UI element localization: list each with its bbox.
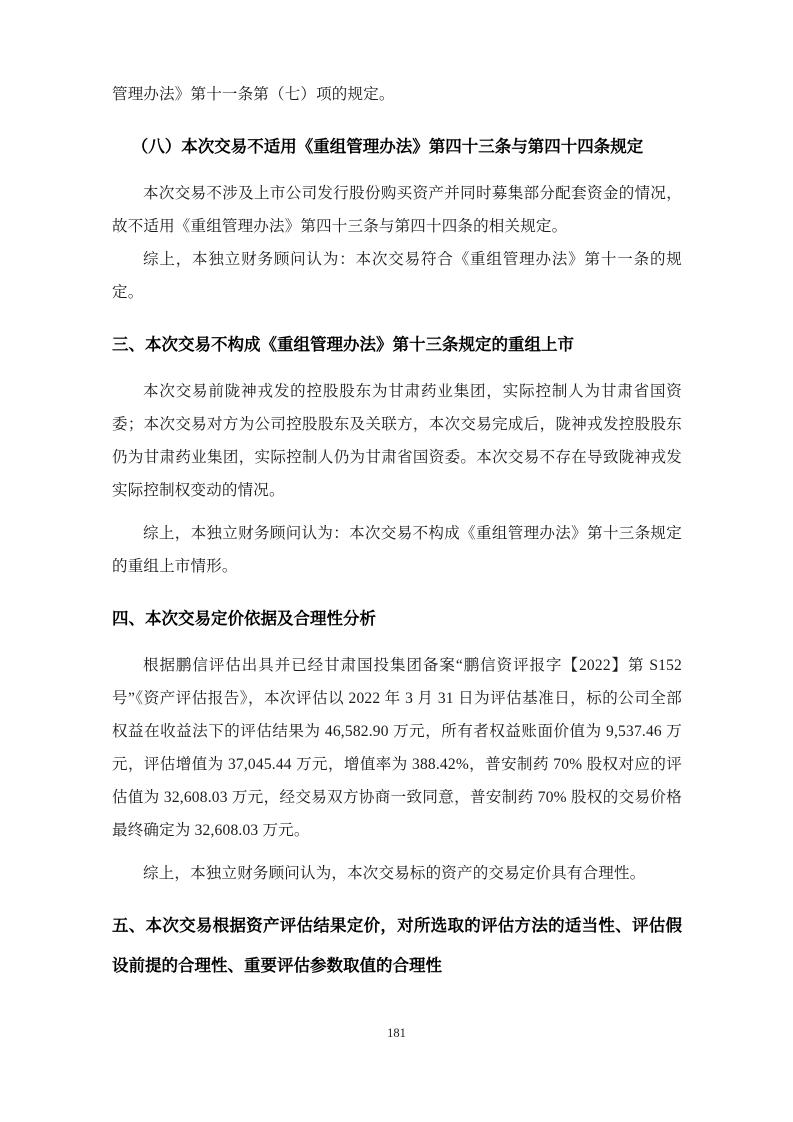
paragraph-conclusion: 综上，本独立财务顾问认为：本次交易符合《重组管理办法》第十一条的规定。 xyxy=(112,251,682,301)
paragraph-conclusion: 综上，本独立财务顾问认为，本次交易标的资产的交易定价具有合理性。 xyxy=(143,865,646,882)
heading-section-3: 三、本次交易不构成《重组管理办法》第十三条规定的重组上市 xyxy=(112,335,574,354)
paragraph-conclusion: 综上，本独立财务顾问认为：本次交易不构成《重组管理办法》第十三条规定的重组上市情形。 xyxy=(112,525,682,575)
page-number: 181 xyxy=(387,1026,406,1040)
paragraph-body: 本次交易不涉及上市公司发行股份购买资产并同时募集部分配套资金的情况，故不适用《重组管理办法》第四十三条与第四十四条的相关规定。 xyxy=(112,185,682,235)
spacer xyxy=(112,167,682,177)
document-body xyxy=(112,78,682,986)
spacer xyxy=(112,507,682,517)
spacer xyxy=(112,639,682,649)
spacer xyxy=(112,583,682,599)
spacer xyxy=(112,890,682,906)
paragraph-body: 本次交易前陇神戎发的控股股东为甘肃药业集团，实际控制人为甘肃省国资委；本次交易对方为公司控股股东及关联方，本次交易完成后，陇神戎发控股股东仍为甘肃药业集团，实际控制人仍为甘肃省国资委。本次交易不存在导致陇神戎发实际控制权变动的情况。 xyxy=(112,383,682,499)
heading-section-8: （八）本次交易不适用《重组管理办法》第四十三条与第四十四条规定 xyxy=(131,137,644,156)
paragraph-valuation: 根据鹏信评估出具并已经甘肃国投集团备案“鹏信资评报字【2022】第 S152 号”《资产评估报告》，本次评估以 2022 年 3 月 31 日为评估基准日，标的公司全部权益在收益法下的评估结果为 46,582.90 万元，所有者权益账面价值为 9,537.46 万元，评估增值为 37,045.44 万元，增值率为 388.42%，普安制药 70% 股权对应的评估值为 32,608.03 万元，经交易双方协商一致同意，普安制药 70% 股权的交易价格最终确定为 32,608.03 万元。 xyxy=(112,657,682,839)
spacer xyxy=(112,111,682,127)
heading-section-4: 四、本次交易定价依据及合理性分析 xyxy=(112,609,376,628)
spacer xyxy=(112,365,682,375)
paragraph-continuation: 管理办法》第十一条第（七）项的规定。 xyxy=(112,86,395,103)
heading-section-5: 五、本次交易根据资产评估结果定价，对所选取的评估方法的适当性、评估假设前提的合理性、重要评估参数取值的合理性 xyxy=(112,916,682,975)
spacer xyxy=(112,309,682,325)
spacer xyxy=(112,847,682,857)
